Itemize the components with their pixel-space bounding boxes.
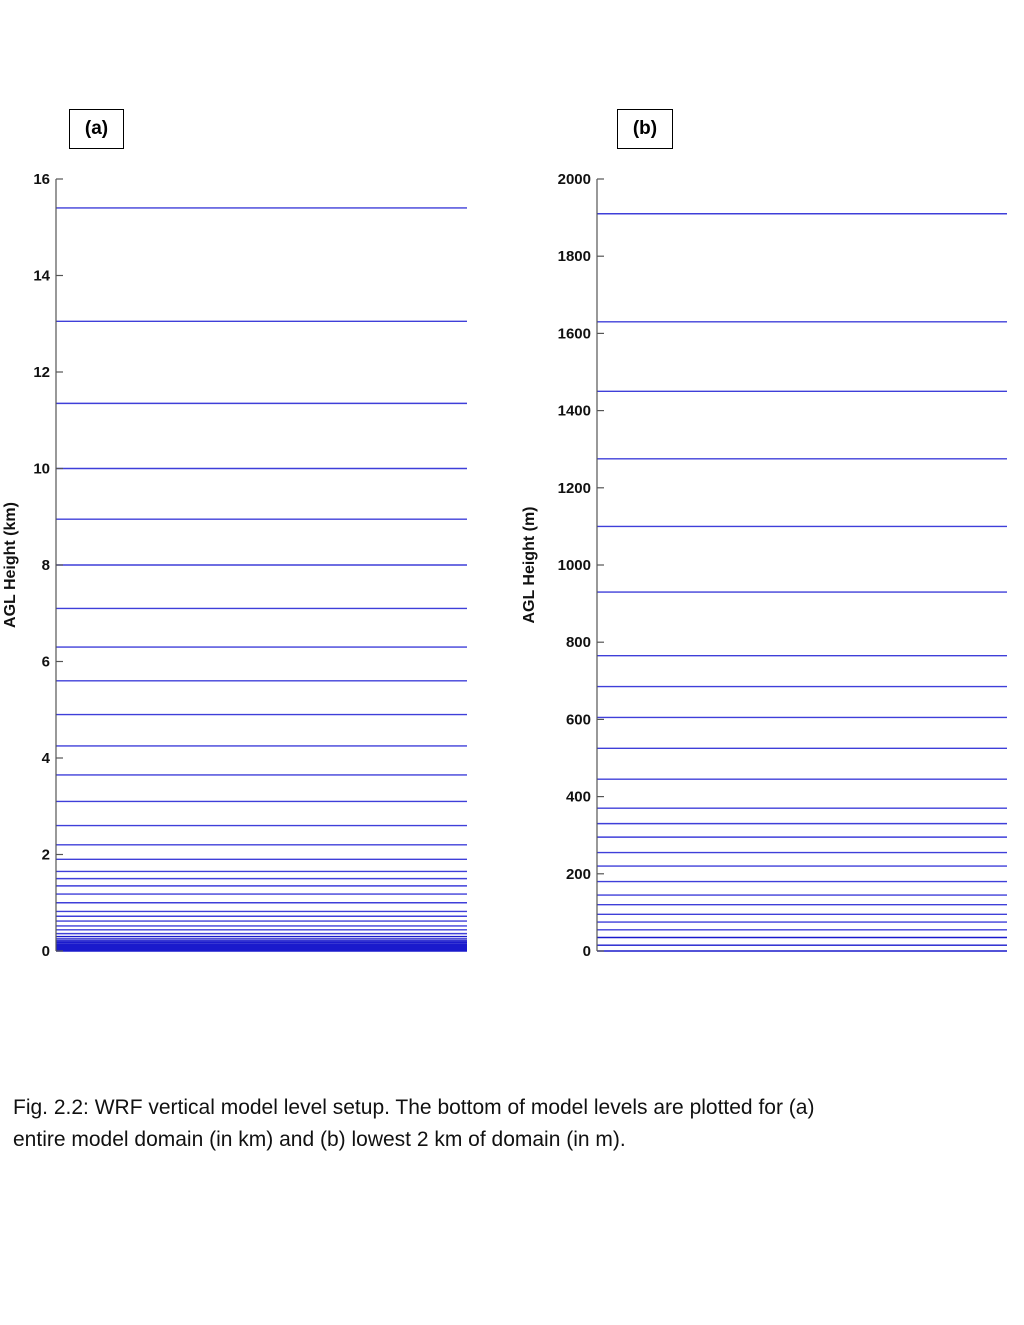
- y-tick-label: 16: [33, 171, 50, 188]
- y-tick-label: 1400: [557, 402, 591, 420]
- y-axis-label: AGL Height (m): [521, 506, 538, 624]
- y-tick-label: 400: [565, 788, 591, 806]
- y-tick-label: 14: [33, 267, 50, 285]
- y-tick-label: 600: [565, 711, 591, 729]
- y-tick-label: 1800: [557, 248, 591, 266]
- y-tick-label: 1000: [557, 557, 591, 574]
- panel-a-label: (a): [69, 109, 124, 149]
- y-tick-label: 6: [41, 653, 50, 671]
- y-tick-label: 800: [565, 634, 591, 652]
- y-tick-label: 12: [33, 364, 50, 381]
- y-tick-label: 1200: [557, 479, 591, 497]
- y-tick-label: 0: [41, 943, 50, 960]
- y-tick-label: 4: [41, 750, 50, 767]
- y-tick-label: 10: [33, 460, 50, 478]
- y-tick-label: 1600: [557, 325, 591, 343]
- panel-b-label: (b): [617, 109, 673, 149]
- figure-caption: [13, 1092, 1003, 1156]
- caption-line-1: Fig. 2.2: WRF vertical model level setup. The bottom of model levels are plotted for (a): [13, 1096, 815, 1119]
- y-tick-label: 0: [582, 943, 591, 960]
- caption-line-2: entire model domain (in km) and (b) lowest 2 km of domain (in m).: [13, 1128, 626, 1151]
- y-tick-label: 2000: [557, 171, 591, 188]
- y-axis-label: AGL Height (km): [2, 502, 19, 628]
- y-tick-label: 2: [41, 846, 50, 864]
- y-tick-label: 200: [565, 865, 591, 883]
- y-tick-label: 8: [41, 557, 50, 574]
